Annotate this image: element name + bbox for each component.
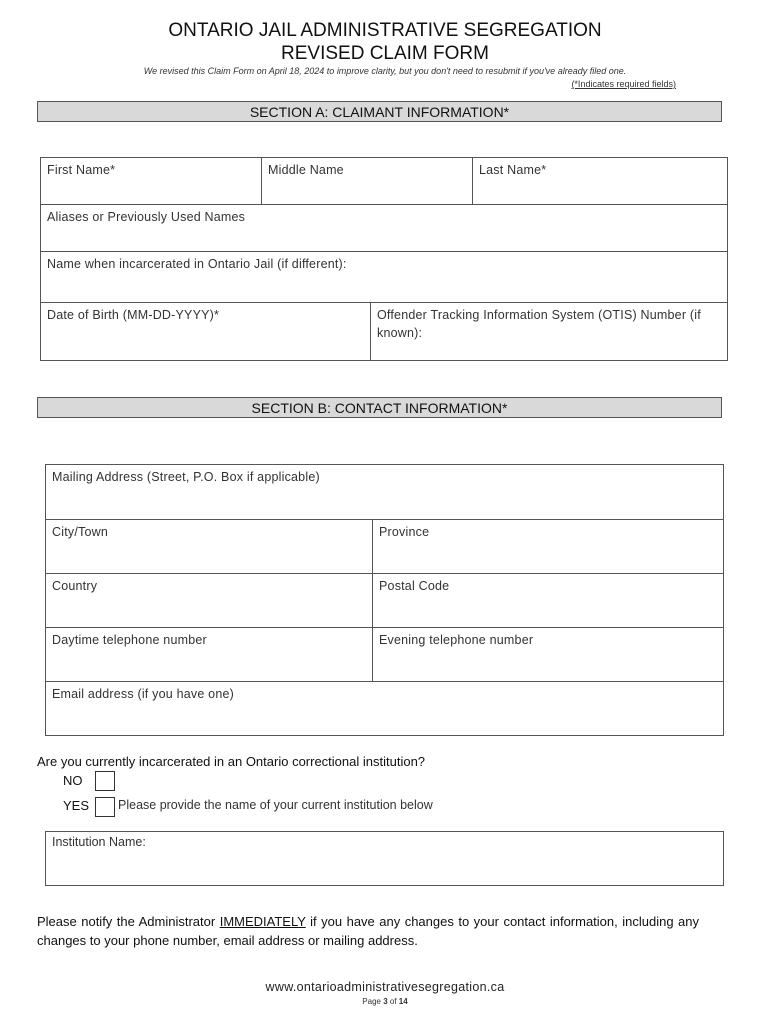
evening-phone-field[interactable]: Evening telephone number (373, 628, 724, 681)
email-field[interactable]: Email address (if you have one) (46, 682, 724, 735)
incarcerated-name-field[interactable]: Name when incarcerated in Ontario Jail (if different): (41, 252, 728, 302)
daytime-phone-field[interactable]: Daytime telephone number (46, 628, 373, 681)
contact-info-table (45, 464, 724, 736)
institution-name-label: Institution Name: (52, 835, 146, 849)
date-of-birth-field[interactable]: Date of Birth (MM-DD-YYYY)* (41, 303, 371, 360)
province-field[interactable]: Province (373, 520, 724, 573)
name-row (41, 158, 728, 205)
last-name-field[interactable]: Last Name* (473, 158, 728, 204)
city-field[interactable]: City/Town (46, 520, 373, 573)
middle-name-field[interactable]: Middle Name (262, 158, 473, 204)
incarceration-question: Are you currently incarcerated in an Ontario correctional institution? (37, 754, 426, 769)
postal-code-field[interactable]: Postal Code (373, 574, 724, 627)
city-province-row (46, 520, 724, 574)
page-current: 3 (383, 997, 388, 1006)
page-number (0, 997, 770, 1006)
notice-text-end: if you have any changes to your contact information, including any changes to your phone number, email address or mailing address. (37, 914, 700, 948)
mailing-address-row (46, 465, 724, 520)
yes-checkbox[interactable] (95, 797, 115, 817)
institution-name-field[interactable] (45, 831, 724, 886)
revision-subtitle: We revised this Claim Form on April 18, 2024 to improve clarity, but you don't need to resubmit if you've already filed one. (143, 66, 627, 76)
form-title-line2: REVISED CLAIM FORM (281, 43, 489, 64)
aliases-row (41, 205, 728, 252)
country-field[interactable]: Country (46, 574, 373, 627)
notice-text-start: Please notify the Administrator (37, 914, 220, 929)
page-prefix: Page (362, 997, 384, 1006)
section-a-header: SECTION A: CLAIMANT INFORMATION* (37, 101, 722, 122)
yes-instruction: Please provide the name of your current institution below (118, 798, 433, 812)
notice-emphasis: IMMEDIATELY (219, 914, 306, 929)
incarcerated-name-row (41, 252, 728, 303)
phone-row (46, 628, 724, 682)
no-option-label: NO (63, 773, 83, 788)
section-b-header: SECTION B: CONTACT INFORMATION* (37, 397, 722, 418)
page-total: 14 (398, 997, 408, 1006)
country-postal-row (46, 574, 724, 628)
no-checkbox[interactable] (95, 771, 115, 791)
change-notice (37, 912, 699, 950)
required-fields-note: (*Indicates required fields) (571, 79, 676, 89)
mailing-address-field[interactable]: Mailing Address (Street, P.O. Box if applicable) (46, 465, 724, 519)
email-row (46, 682, 724, 736)
claimant-info-table (40, 157, 728, 361)
first-name-field[interactable]: First Name* (41, 158, 262, 204)
aliases-field[interactable]: Aliases or Previously Used Names (41, 205, 728, 251)
form-title-line1: ONTARIO JAIL ADMINISTRATIVE SEGREGATION (168, 20, 602, 41)
dob-otis-row (41, 303, 728, 361)
footer-website: www.ontarioadministrativesegregation.ca (265, 980, 505, 994)
page-of: of (387, 997, 399, 1006)
otis-number-field[interactable]: Offender Tracking Information System (OTIS) Number (if known): (371, 303, 728, 360)
yes-option-label: YES (63, 798, 90, 813)
